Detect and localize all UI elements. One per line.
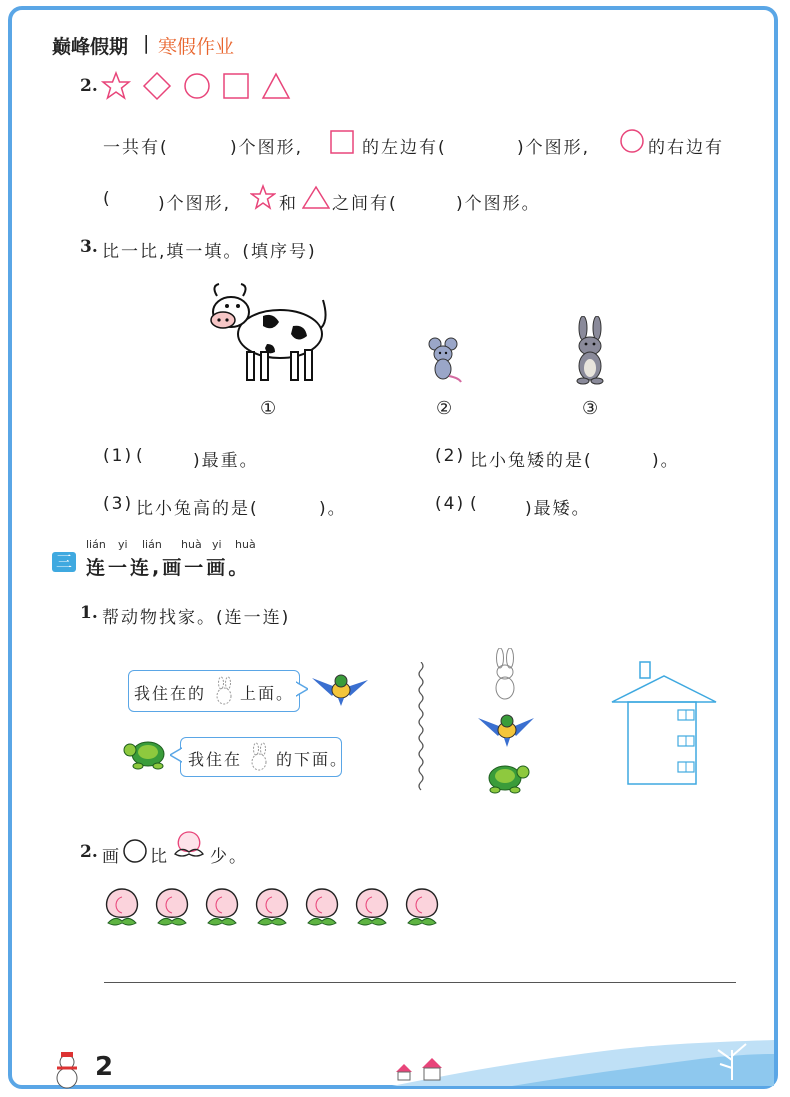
peach-outline-icon <box>172 826 206 860</box>
q3-instruction: 比一比,填一填。(填序号) <box>102 242 317 262</box>
title-char: 连 <box>130 557 153 579</box>
snowman-icon <box>52 1050 82 1090</box>
p1-instruction: 帮动物找家。(连一连) <box>102 608 291 628</box>
bubble-tail <box>296 680 308 698</box>
title-char: , <box>152 557 163 579</box>
circle-icon <box>620 129 644 153</box>
bubble2-text-a: 我住在 <box>188 750 243 769</box>
p2-text-b: 比 <box>150 847 169 867</box>
q3-item1-id: (1) <box>103 446 134 466</box>
title-char: 一 <box>108 557 131 579</box>
pinyin-6: huà <box>235 538 256 551</box>
pinyin-2: yi <box>118 538 128 551</box>
q2-line2-d: 之间有( <box>332 194 398 214</box>
bird-image <box>476 710 536 750</box>
rabbit-outline-image <box>487 648 523 702</box>
q3-number: 3. <box>80 237 98 257</box>
q3-item3-id: (3) <box>103 494 134 514</box>
section-title <box>86 553 250 580</box>
rabbit-outline-icon <box>213 676 235 706</box>
q3-item3-pre: 比小兔高的是( <box>136 499 259 519</box>
q3-item2-pre: 比小兔矮的是( <box>470 451 593 471</box>
q3-item2-id: (2) <box>435 446 466 466</box>
q2-line1-c: 的左边有( <box>362 138 447 158</box>
cow-image <box>205 282 330 387</box>
q3-item1-pre: ( <box>136 446 145 466</box>
bubble2-text-b: 的下面。 <box>276 750 349 769</box>
turtle-image <box>485 756 531 798</box>
rabbit-image <box>567 316 613 386</box>
header-separator: | <box>143 32 150 54</box>
q2-line1-e: 的右边有 <box>648 138 724 158</box>
q2-line2-e: )个图形。 <box>456 194 541 214</box>
q2-line2-b: )个图形, <box>158 194 232 214</box>
peach-icon <box>107 889 138 925</box>
bubble1-text-b: 上面。 <box>240 684 295 703</box>
label-3: ③ <box>582 398 599 419</box>
peach-row <box>100 885 460 935</box>
title-char: 。 <box>228 557 251 579</box>
square-icon <box>330 130 354 154</box>
title-char: 连 <box>86 557 109 579</box>
p2-text-c: 少。 <box>210 847 248 867</box>
p2-number: 2. <box>80 842 98 862</box>
title-char: 一 <box>184 557 207 579</box>
pinyin-4: huà <box>181 538 202 551</box>
star-icon <box>250 184 276 210</box>
bubble1-text-a: 我住在的 <box>134 684 207 703</box>
q3-item4-post: )最矮。 <box>525 499 591 519</box>
footer-scenery <box>12 1020 774 1086</box>
bubble-tail <box>170 746 182 764</box>
circle-icon <box>185 74 209 98</box>
bird-image <box>310 670 370 708</box>
label-1: ① <box>260 398 277 419</box>
q3-item3-post: )。 <box>319 499 347 519</box>
q2-line1-b: )个图形, <box>230 138 304 158</box>
q2-line1-a: 一共有( <box>103 138 169 158</box>
section-badge: 三 <box>52 552 76 572</box>
q2-number: 2. <box>80 76 98 96</box>
pinyin-3: lián <box>142 538 162 551</box>
pinyin-1: lián <box>86 538 106 551</box>
q3-item4-pre: ( <box>470 494 479 514</box>
q2-line2-a: ( <box>103 189 112 209</box>
p2-text-a: 画 <box>102 847 121 867</box>
triangle-icon <box>263 74 289 98</box>
answer-line <box>104 982 736 983</box>
q3-item1-post: )最重。 <box>193 451 259 471</box>
pinyin-5: yi <box>212 538 222 551</box>
q2-line1-d: )个图形, <box>517 138 591 158</box>
star-icon <box>103 73 129 98</box>
rabbit-outline-icon <box>248 742 270 772</box>
q2-shapes-row <box>100 70 300 102</box>
square-icon <box>224 74 248 98</box>
house-image <box>608 660 720 788</box>
title-char: 画 <box>162 557 185 579</box>
circle-icon <box>122 838 148 864</box>
small-house-icon <box>396 1058 442 1080</box>
q2-line2-c: 和 <box>279 194 298 214</box>
wavy-divider <box>416 662 426 794</box>
page-number: 2 <box>95 1052 114 1082</box>
label-2: ② <box>436 398 453 419</box>
q3-item2-post: )。 <box>652 451 680 471</box>
triangle-icon <box>302 185 330 209</box>
q3-item4-id: (4) <box>435 494 466 514</box>
p1-number: 1. <box>80 603 98 623</box>
turtle-image <box>122 732 168 774</box>
header-subtitle: 寒假作业 <box>158 36 235 58</box>
diamond-icon <box>144 73 170 99</box>
mouse-image <box>425 336 463 384</box>
title-char: 画 <box>206 557 229 579</box>
header-brand: 巅峰假期 <box>52 36 129 58</box>
